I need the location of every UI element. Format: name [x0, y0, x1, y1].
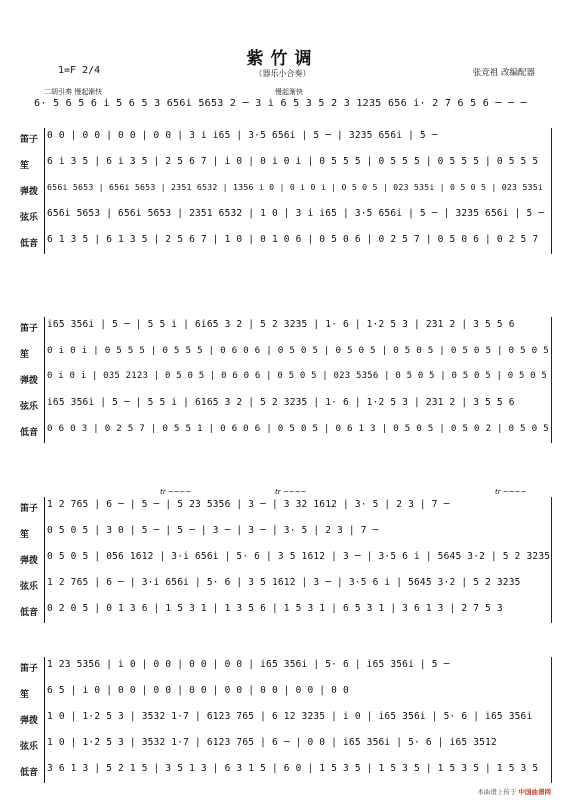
instrument-label: 笙	[20, 690, 30, 700]
instrument-label: 低音	[20, 768, 39, 778]
system-end-barline	[551, 317, 552, 443]
intro-tempo-mark: 慢起渐快	[275, 88, 303, 96]
instrument-row	[0, 369, 565, 391]
arranger-credit: 张竞祖 改编配器	[472, 68, 535, 78]
notation-line: 6 5 | i 0 | 0 0 | 0 0 | 0 0 | 0 0 | 0 0 | 0 0 | 0 0	[47, 685, 349, 696]
instrument-row	[0, 575, 565, 597]
intro-melody-line: 6· 5 6 5 6 i 5 6 5 3 656i 5653 2 ─ 3 i 6 5 3 5 2 3 1235 656 i· 2 7 6 5 6 ─ ─ ─	[34, 98, 527, 109]
instrument-label: 笛子	[20, 324, 39, 334]
notation-line: 656i 5653 | 656i 5653 | 2351 6532 | 1 0 | 3 i i65 | 3·5 656i | 5 ─ | 3235 656i | 5 ─	[47, 208, 545, 219]
notation-line: 1 2 765 | 6 ─ | 5 ─ | 5 23 5356 | 3 ─ | 3 32 1612 | 3· 5 | 2 3 | 7 ─	[47, 499, 450, 510]
notation-line: 0 5 0 5 | 056 1612 | 3·i 656i | 5· 6 | 3 5 1612 | 3 ─ | 3·5 6 i | 5645 3·2 | 5 2 3235	[47, 551, 551, 562]
instrument-label: 笙	[20, 530, 30, 540]
notation-line: i65 356i | 5 ─ | 5 5 i | 6165 3 2 | 5 2 3235 | 1· 6 | 1·2 5 3 | 231 2 | 3 5 5 6	[47, 397, 515, 408]
system-end-barline	[551, 497, 552, 623]
score-system	[0, 128, 565, 258]
instrument-label: 弹拨	[20, 556, 39, 566]
score-title: 紫竹调	[246, 49, 319, 69]
notation-line: 0 0 | 0 0 | 0 0 | 0 0 | 3 i i65 | 3·5 656i | 5 ─ | 3235 656i | 5 ─	[47, 130, 438, 141]
instrument-row	[0, 154, 565, 176]
instrument-label: 笛子	[20, 504, 39, 514]
instrument-row	[0, 180, 565, 202]
notation-line: 0 5 0 5 | 3 0 | 5 ─ | 5 ─ | 3 ─ | 3 ─ | 3· 5 | 2 3 | 7 ─	[47, 525, 379, 536]
footer-watermark	[477, 787, 551, 796]
instrument-row	[0, 709, 565, 731]
instrument-row	[0, 343, 565, 365]
score-system	[0, 657, 565, 787]
instrument-label: 笛子	[20, 135, 39, 145]
instrument-label: 笙	[20, 161, 30, 171]
notation-line: 0 6 0 3 | 0 2 5 7 | 0 5 5 1 | 0 6 0 6 | 0 5 0 5 | 0 6 1 3 | 0 5 0 5 | 0 5 0 2 | 0 5 0 5	[47, 423, 549, 434]
notation-line: 0 i 0 i | 0 5 5 5 | 0 5 5 5 | 0 6 0 6 | 0 5 0 5 | 0 5 0 5 | 0 5 0 5 | 0 5 0 5 | 0 5 0 5	[47, 345, 549, 356]
notation-line: 1 0 | 1·2 5 3 | 3532 1·7 | 6123 765 | 6 12 3235 | i 0 | i65 356i | 5· 6 | i65 356i	[47, 711, 533, 722]
instrument-row	[0, 601, 565, 623]
instrument-label: 低音	[20, 608, 39, 618]
notation-line: i65 356i | 5 ─ | 5 5 i | 6i65 3 2 | 5 2 3235 | 1· 6 | 1·2 5 3 | 231 2 | 3 5 5 6	[47, 319, 515, 330]
instrument-label: 笛子	[20, 664, 39, 674]
system-end-barline	[551, 657, 552, 783]
instrument-row	[0, 317, 565, 339]
instrument-row	[0, 657, 565, 679]
notation-line: 1 23 5356 | i 0 | 0 0 | 0 0 | 0 0 | i65 356i | 5· 6 | i65 356i | 5 ─	[47, 659, 450, 670]
instrument-label: 低音	[20, 239, 39, 249]
trill-ornament: tr ~~~~	[160, 488, 192, 496]
score-system	[0, 488, 565, 627]
instrument-label: 弹拨	[20, 716, 39, 726]
instrument-row	[0, 128, 565, 150]
instrument-row	[0, 232, 565, 254]
score-system	[0, 317, 565, 447]
instrument-row	[0, 497, 565, 519]
intro-label: 二胡引奏 慢起渐快	[44, 88, 103, 96]
instrument-row	[0, 523, 565, 545]
instrument-row	[0, 735, 565, 757]
instrument-row	[0, 683, 565, 705]
notation-line: 0 i 0 i | 035 2123 | 0 5 0 5 | 0 6 0 6 | 0 5 0 5 | 023 5356 | 0 5 0 5 | 0 5 0 5 | 0 5 0 5	[47, 371, 548, 381]
instrument-label: 弦乐	[20, 213, 39, 223]
instrument-label: 笙	[20, 350, 30, 360]
footer-text: 本曲谱上传于	[477, 788, 517, 796]
notation-line: 656i 5653 | 656i 5653 | 2351 6532 | 1356 i 0 | 0 i 0 i | 0 5 0 5 | 023 535i | 0 5 0 5 | 023 535i	[47, 182, 544, 192]
instrument-label: 弦乐	[20, 742, 39, 752]
instrument-label: 低音	[20, 428, 39, 438]
notation-line: 1 2 765 | 6 ─ | 3·i 656i | 5· 6 | 3 5 1612 | 3 ─ | 3·5 6 i | 5645 3·2 | 5 2 3235	[47, 577, 521, 588]
trill-ornament: tr ~~~~	[495, 488, 527, 496]
instrument-row	[0, 761, 565, 783]
instrument-label: 弹拨	[20, 376, 39, 386]
notation-line: 1 0 | 1·2 5 3 | 3532 1·7 | 6123 765 | 6 ─ | 0 0 | i65 356i | 5· 6 | i65 3512	[47, 737, 497, 748]
score-subtitle: （器乐小合奏）	[254, 69, 311, 78]
key-signature: 1=F 2/4	[58, 65, 101, 76]
trill-ornament: tr ~~~~	[275, 488, 307, 496]
notation-line: 6 i 3 5 | 6 i 3 5 | 2 5 6 7 | i 0 | 0 i 0 i | 0 5 5 5 | 0 5 5 5 | 0 5 5 5 | 0 5 5 5	[47, 156, 539, 167]
instrument-row	[0, 421, 565, 443]
notation-line: 0 2 0 5 | 0 1 3 6 | 1 5 3 1 | 1 3 5 6 | 1 5 3 1 | 6 5 3 1 | 3 6 1 3 | 2 7 5 3	[47, 603, 503, 614]
instrument-label: 弦乐	[20, 582, 39, 592]
footer-brand: 中国曲谱网	[518, 788, 551, 796]
instrument-row	[0, 395, 565, 417]
instrument-label: 弹拨	[20, 187, 39, 197]
instrument-label: 弦乐	[20, 402, 39, 412]
instrument-row	[0, 549, 565, 571]
notation-line: 6 1 3 5 | 6 1 3 5 | 2 5 6 7 | 1 0 | 0 1 0 6 | 0 5 0 6 | 0 2 5 7 | 0 5 0 6 | 0 2 5 7	[47, 234, 539, 245]
system-end-barline	[551, 128, 552, 254]
instrument-row	[0, 206, 565, 228]
notation-line: 3 6 1 3 | 5 2 1 5 | 3 5 1 3 | 6 3 1 5 | 6 0 | 1 5 3 5 | 1 5 3 5 | 1 5 3 5 | 1 5 3 5	[47, 763, 539, 774]
